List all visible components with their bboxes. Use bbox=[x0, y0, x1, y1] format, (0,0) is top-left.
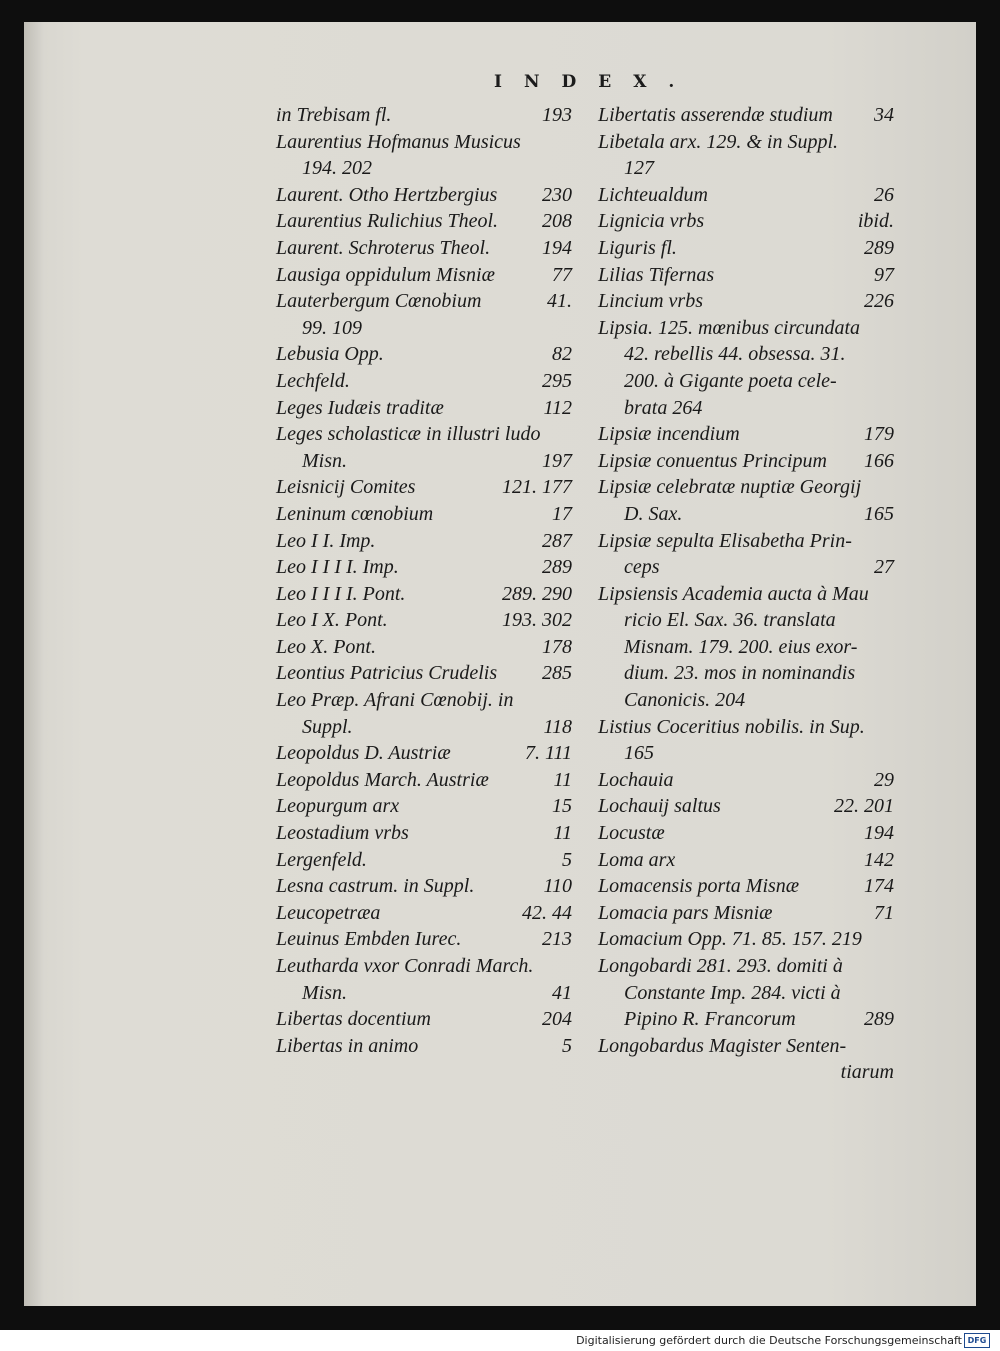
entry-text: Lomacium Opp. 71. 85. 157. 219 bbox=[598, 928, 862, 951]
index-entry bbox=[276, 501, 572, 528]
entry-page-number: 22. 201 bbox=[834, 795, 894, 818]
entry-text: Longobardus Magister Senten- bbox=[598, 1034, 847, 1057]
index-entry bbox=[276, 660, 572, 687]
index-entry bbox=[276, 235, 572, 262]
index-entry bbox=[276, 155, 572, 182]
index-entry bbox=[276, 980, 572, 1007]
entry-text: Laurent. Otho Hertzbergius bbox=[276, 183, 498, 206]
index-entry bbox=[276, 900, 572, 927]
entry-page-number: 41. bbox=[547, 290, 572, 313]
index-entry bbox=[598, 315, 894, 342]
entry-page-number: 226 bbox=[864, 290, 894, 313]
entry-text: Lilias Tifernas bbox=[598, 263, 715, 286]
entry-page-number: 27 bbox=[874, 556, 894, 579]
entry-text: Lipsiæ sepulta Elisabetha Prin- bbox=[598, 529, 852, 552]
entry-page-number: 194 bbox=[864, 822, 894, 845]
index-entry bbox=[598, 448, 894, 475]
entry-text: Leopoldus D. Austriæ bbox=[276, 742, 451, 765]
index-entry bbox=[276, 740, 572, 767]
entry-page-number: 29 bbox=[874, 768, 894, 791]
index-entry bbox=[598, 926, 894, 953]
entry-text: tiarum bbox=[840, 1061, 894, 1084]
index-entry bbox=[276, 102, 572, 129]
index-entry bbox=[276, 474, 572, 501]
entry-page-number: 121. 177 bbox=[502, 476, 572, 499]
page-header: INDEX. bbox=[494, 72, 697, 92]
entry-text: Lechfeld. bbox=[276, 369, 350, 392]
entry-page-number: 285 bbox=[542, 662, 572, 685]
index-entry bbox=[598, 528, 894, 555]
entry-page-number: 178 bbox=[542, 635, 572, 658]
index-entry bbox=[598, 607, 894, 634]
index-entry bbox=[598, 182, 894, 209]
entry-text: Leisnicij Comites bbox=[276, 476, 416, 499]
entry-page-number: 26 bbox=[874, 183, 894, 206]
entry-text: Leontius Patricius Crudelis bbox=[276, 662, 498, 685]
entry-text: Loma arx bbox=[598, 848, 676, 871]
index-entry bbox=[598, 262, 894, 289]
entry-page-number: 165 bbox=[864, 502, 894, 525]
index-entry bbox=[598, 820, 894, 847]
index-entry bbox=[598, 980, 894, 1007]
index-entry bbox=[276, 182, 572, 209]
entry-text: Leo Præp. Afrani Cœnobij. in bbox=[276, 689, 514, 712]
index-entry bbox=[276, 820, 572, 847]
entry-page-number: 213 bbox=[542, 928, 572, 951]
entry-page-number: 11 bbox=[553, 822, 572, 845]
index-entry bbox=[598, 1059, 894, 1086]
entry-text: brata 264 bbox=[624, 396, 703, 419]
index-entry bbox=[598, 129, 894, 156]
entry-page-number: 71 bbox=[874, 901, 894, 924]
index-entry bbox=[276, 687, 572, 714]
entry-page-number: 287 bbox=[542, 529, 572, 552]
entry-text: Lipsiæ conuentus Principum bbox=[598, 449, 827, 472]
index-entry bbox=[276, 528, 572, 555]
entry-page-number: 289 bbox=[542, 556, 572, 579]
entry-page-number: 193 bbox=[542, 104, 572, 126]
entry-text: 200. à Gigante poeta cele- bbox=[624, 369, 837, 392]
entry-text: Lochauij saltus bbox=[598, 795, 721, 818]
entry-text: Leninum cœnobium bbox=[276, 502, 434, 525]
entry-text: Libertas docentium bbox=[276, 1008, 431, 1031]
entry-text: Lochauia bbox=[598, 768, 674, 791]
entry-text: Leges scholasticæ in illustri ludo bbox=[276, 423, 541, 446]
index-entry bbox=[598, 714, 894, 741]
index-entry bbox=[598, 102, 894, 129]
index-entry bbox=[276, 368, 572, 395]
entry-page-number: 194 bbox=[542, 236, 572, 259]
entry-page-number: 295 bbox=[542, 369, 572, 392]
entry-text: Leo I X. Pont. bbox=[276, 609, 388, 632]
entry-text: Lipsiensis Academia aucta à Mau bbox=[598, 582, 869, 605]
entry-text: 165 bbox=[624, 742, 654, 765]
index-entry bbox=[598, 740, 894, 767]
entry-text: Laurentius Rulichius Theol. bbox=[276, 210, 499, 233]
entry-text: 42. rebellis 44. obsessa. 31. bbox=[624, 343, 846, 366]
entry-page-number: 7. 111 bbox=[524, 742, 572, 765]
index-entry bbox=[276, 847, 572, 874]
entry-page-number: 42. 44 bbox=[522, 901, 572, 924]
index-entry bbox=[276, 607, 572, 634]
entry-page-number: 41 bbox=[552, 981, 572, 1004]
entry-page-number: 179 bbox=[864, 423, 894, 446]
entry-text: Liguris fl. bbox=[598, 236, 677, 259]
index-entry bbox=[276, 1033, 572, 1060]
entry-text: Lignicia vrbs bbox=[598, 210, 705, 233]
entry-page-number: 174 bbox=[864, 875, 894, 898]
entry-text: Misn. bbox=[302, 981, 347, 1004]
index-entry bbox=[598, 1006, 894, 1033]
index-entry bbox=[598, 767, 894, 794]
entry-page-number: 289. 290 bbox=[502, 582, 572, 605]
entry-text: Lichteualdum bbox=[598, 183, 708, 206]
entry-text: Lausiga oppidulum Misniæ bbox=[276, 263, 495, 286]
entry-text: in Trebisam fl. bbox=[276, 104, 392, 126]
entry-text: Leopurgum arx bbox=[276, 795, 400, 818]
entry-text: Leutharda vxor Conradi March. bbox=[276, 955, 534, 977]
entry-page-number: 112 bbox=[543, 396, 572, 419]
entry-text: Pipino R. Francorum bbox=[624, 1008, 796, 1031]
entry-text: Lergenfeld. bbox=[276, 848, 367, 871]
entry-page-number: 193. 302 bbox=[502, 609, 572, 632]
index-entry bbox=[598, 554, 894, 581]
entry-text: dium. 23. mos in nominandis bbox=[624, 662, 856, 685]
entry-text: Lipsiæ celebratæ nuptiæ Georgij bbox=[598, 476, 862, 499]
index-entry bbox=[276, 554, 572, 581]
entry-text: D. Sax. bbox=[624, 502, 683, 525]
index-entry bbox=[598, 687, 894, 714]
entry-text: 127 bbox=[624, 157, 654, 180]
entry-text: Misnam. 179. 200. eius exor- bbox=[624, 635, 858, 658]
index-entry bbox=[276, 953, 572, 980]
index-entry bbox=[598, 474, 894, 501]
index-entry bbox=[276, 714, 572, 741]
entry-page-number: 34 bbox=[874, 104, 894, 126]
entry-text: Libertas in animo bbox=[276, 1034, 419, 1057]
entry-page-number: 289 bbox=[864, 1008, 894, 1031]
entry-text: Lomacensis porta Misnæ bbox=[598, 875, 800, 898]
entry-text: ricio El. Sax. 36. translata bbox=[624, 609, 836, 632]
entry-page-number: 230 bbox=[542, 183, 572, 206]
entry-page-number: 11 bbox=[553, 768, 572, 791]
entry-page-number: 197 bbox=[542, 449, 572, 472]
entry-text: 194. 202 bbox=[302, 157, 372, 180]
index-entry bbox=[598, 235, 894, 262]
index-column-right bbox=[598, 102, 894, 1086]
index-entry bbox=[276, 793, 572, 820]
entry-text: Leopoldus March. Austriæ bbox=[276, 768, 489, 791]
entry-text: Lesna castrum. in Suppl. bbox=[276, 875, 475, 898]
entry-page-number: 82 bbox=[552, 343, 572, 366]
entry-text: Listius Coceritius nobilis. in Sup. bbox=[598, 715, 865, 738]
index-entry bbox=[598, 900, 894, 927]
index-entry bbox=[276, 926, 572, 953]
entry-text: Leo X. Pont. bbox=[276, 635, 376, 658]
dfg-logo: DFG bbox=[964, 1333, 990, 1348]
entry-text: Leges Iudæis traditæ bbox=[276, 396, 444, 419]
entry-page-number: 118 bbox=[543, 715, 572, 738]
entry-page-number: 5 bbox=[562, 848, 572, 871]
index-entry bbox=[598, 660, 894, 687]
entry-text: Laurent. Schroterus Theol. bbox=[276, 236, 491, 259]
entry-text: Leostadium vrbs bbox=[276, 822, 409, 845]
entry-text: Libetala arx. 129. & in Suppl. bbox=[598, 130, 838, 153]
entry-text: Leo I I I I. Imp. bbox=[276, 556, 399, 579]
entry-text: Lebusia Opp. bbox=[276, 343, 384, 366]
index-entry bbox=[276, 341, 572, 368]
entry-text: Misn. bbox=[302, 449, 347, 472]
entry-page-number: 110 bbox=[543, 875, 572, 898]
entry-text: Leo I I I I. Pont. bbox=[276, 582, 406, 605]
entry-text: Lincium vrbs bbox=[598, 290, 703, 313]
entry-text: Libertatis asserendæ studium bbox=[598, 104, 833, 126]
index-entry bbox=[276, 421, 572, 448]
index-entry bbox=[598, 155, 894, 182]
index-entry bbox=[276, 288, 572, 315]
entry-text: Longobardi 281. 293. domiti à bbox=[598, 955, 843, 977]
index-entry bbox=[276, 208, 572, 235]
index-entry bbox=[598, 501, 894, 528]
entry-page-number: 166 bbox=[864, 449, 894, 472]
index-entry bbox=[276, 395, 572, 422]
book-page bbox=[24, 22, 976, 1306]
index-entry bbox=[276, 1006, 572, 1033]
entry-text: Lipsia. 125. mœnibus circundata bbox=[598, 316, 861, 339]
index-entry bbox=[276, 581, 572, 608]
entry-text: Leucopetræa bbox=[276, 901, 381, 924]
index-entry bbox=[598, 395, 894, 422]
footer-bar bbox=[0, 1330, 1000, 1351]
entry-text: Lomacia pars Misniæ bbox=[598, 901, 773, 924]
entry-text: Leo I I. Imp. bbox=[276, 529, 376, 552]
index-entry bbox=[598, 793, 894, 820]
index-entry bbox=[598, 288, 894, 315]
entry-text: Laurentius Hofmanus Musicus bbox=[276, 130, 521, 153]
entry-page-number: 208 bbox=[542, 210, 572, 233]
entry-text: Canonicis. 204 bbox=[624, 689, 746, 712]
index-column-left bbox=[276, 102, 572, 1059]
index-entry bbox=[276, 634, 572, 661]
index-entry bbox=[598, 421, 894, 448]
index-entry bbox=[276, 262, 572, 289]
index-entry bbox=[276, 129, 572, 156]
entry-page-number: 97 bbox=[874, 263, 894, 286]
entry-text: Lipsiæ incendium bbox=[598, 423, 740, 446]
entry-text: Locustæ bbox=[598, 822, 665, 845]
entry-text: ceps bbox=[624, 556, 660, 579]
entry-page-number: ibid. bbox=[857, 210, 894, 233]
index-entry bbox=[276, 767, 572, 794]
entry-text: Lauterbergum Cœnobium bbox=[276, 290, 482, 313]
entry-page-number: 204 bbox=[542, 1008, 572, 1031]
index-entry bbox=[598, 847, 894, 874]
index-entry bbox=[598, 208, 894, 235]
index-entry bbox=[276, 448, 572, 475]
index-entry bbox=[598, 368, 894, 395]
entry-page-number: 289 bbox=[864, 236, 894, 259]
entry-text: Suppl. bbox=[302, 715, 353, 738]
entry-text: Constante Imp. 284. victi à bbox=[624, 981, 841, 1004]
index-entry bbox=[598, 953, 894, 980]
entry-page-number: 77 bbox=[552, 263, 572, 286]
index-entry bbox=[598, 1033, 894, 1060]
index-entry bbox=[598, 873, 894, 900]
index-entry bbox=[598, 634, 894, 661]
entry-page-number: 5 bbox=[562, 1034, 572, 1057]
entry-text: 99. 109 bbox=[302, 316, 362, 339]
index-entry bbox=[598, 341, 894, 368]
footer-credit: Digitalisierung gefördert durch die Deutsche Forschungsgemeinschaft bbox=[576, 1334, 962, 1347]
entry-page-number: 142 bbox=[864, 848, 894, 871]
index-entry bbox=[276, 315, 572, 342]
entry-page-number: 15 bbox=[552, 795, 572, 818]
entry-text: Leuinus Embden Iurec. bbox=[276, 928, 462, 951]
index-entry bbox=[276, 873, 572, 900]
entry-page-number: 17 bbox=[552, 502, 572, 525]
index-entry bbox=[598, 581, 894, 608]
